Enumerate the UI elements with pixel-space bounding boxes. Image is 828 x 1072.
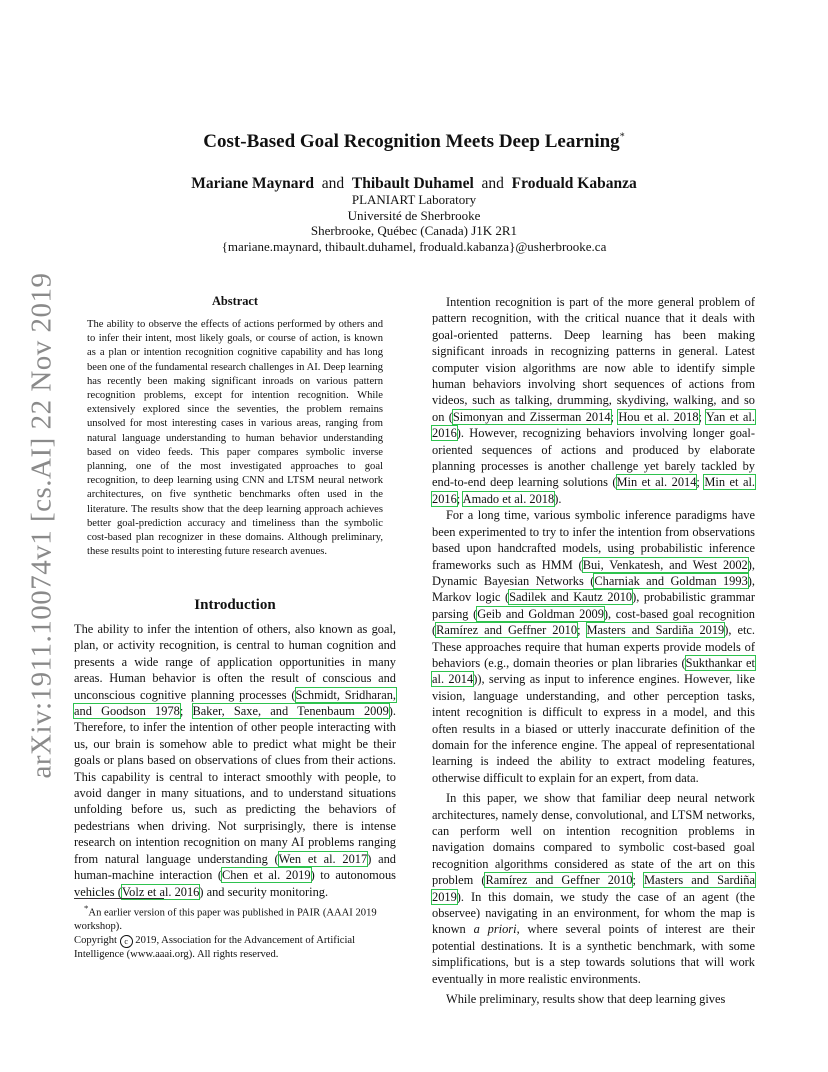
arxiv-sidebar-stamp [22,271,62,779]
title-text: Cost-Based Goal Recognition Meets Deep Learning [203,131,620,152]
intro-text: The ability to infer the intention of others, also known as goal, plan, or activity recognition, is central to human cognition and presents a wide range of application opportunities in many areas. Human behavior is often the result of conscious and unconscious cognitive planning processes ( [74,622,396,702]
citation-separator: ; [456,491,463,506]
emphasis-text: a priori [473,922,517,937]
intro-text: ) and human-machine interaction ( [74,851,396,883]
body-text: For a long time, various symbolic inference paradigms have been experimented to try to infer the intention from observations based upon handcrafted models, using probabilistic inference frameworks such as HMM ( [432,508,755,572]
paper-title [75,131,753,153]
body-text: )), serving as input to inference engines. However, like vision, language understanding, and other perception tasks, intent recognition is difficult to express in a model, and this often results in a biased or utterly inaccurate definition of the domain for the inference engine. The appeal of representational learning is indeed the ability to extract modeling features, otherwise difficult to explain for an expert, from data. [432,672,755,785]
citation-link[interactable]: Bui, Venkatesh, and West 2002 [582,557,748,572]
body-text: Intention recognition is part of the more general problem of pattern recognition, with the critical nuance that it deals with goal-oriented patterns. Deep learning has been making significant inroads in recognizing patterns in general. Latest computer vision algorithms are now able to identify simple human behaviors involving short sequences of actions from videos, such as talking, drumming, skydiving, walking, and so on ( [432,295,755,424]
author-and-2: and [481,175,504,192]
body-text: ), Markov logic ( [432,573,756,605]
affiliation-address: Sherbrooke, Québec (Canada) J1K 2R1 [310,223,518,239]
copyright-symbol: c [120,935,133,948]
affiliation-lab: PLANIART Laboratory [351,192,477,207]
copyright-label: Copyright [74,934,117,946]
body-text: ). However, recognizing behaviors involving longer goal-oriented sequences of actions and produced by elaborate planning processes is another challenge yet barely tackled by end-to-end deep learning solutions ( [432,426,755,490]
citation-link[interactable]: Sukthankar et al. 2014 [432,655,755,687]
right-column [432,294,755,1007]
citation-separator: ; [610,409,619,424]
citation-link[interactable]: Charniak and Goldman 1993 [594,573,748,588]
body-text: ). In this domain, we study the case of an agent (the observee) navigating in an environment, for whom the map is known [432,889,755,937]
citation-link[interactable]: Min et al. 2016 [432,475,755,506]
body-text: ), probabilistic grammar parsing ( [432,590,756,621]
affiliation-emails: {mariane.maynard, thibault.duhamel, froduald.kabanza}@usherbrooke.ca [221,238,607,254]
body-text: In this paper, we show that familiar deep neural network architectures, namely dense, convolutional, and LTSM networks, can perform well on intention recognition problems in navigation domains compared to symbolic cost-based goal recognition algorithms considered as state of the art on this problem ( [432,791,755,888]
citation-link[interactable]: Wen et al. 2017 [278,851,368,866]
citation-link[interactable]: Baker, Saxe, and Tenenbaum 2009 [192,704,389,719]
abstract-heading: Abstract [211,294,259,308]
citation-link[interactable]: Ramírez and Geffner 2010 [485,873,633,888]
copyright-text: 2019, Association for the Advancement of Artificial Intelligence (www.aaai.org). All rights reserved. [74,934,356,960]
intro-text: ) to autonomous vehicles ( [74,868,396,899]
citation-link[interactable]: Hou et al. 2018 [618,409,699,424]
citation-separator: ; [632,873,644,888]
paragraph: While preliminary, results show that deep learning gives [446,992,726,1007]
paragraph [432,294,755,507]
citation-separator: ; [696,475,705,490]
citation-link[interactable]: Sadilek and Kautz 2010 [509,590,633,605]
copyright-notice [74,934,396,962]
introduction-heading: Introduction [194,597,276,613]
introduction-paragraph [74,621,396,900]
body-text: ). [554,491,562,506]
citation-link[interactable]: Min et al. 2014 [616,475,697,490]
author-line [75,175,753,193]
author-1: Mariane Maynard [191,175,314,192]
affiliation-block [75,192,753,254]
paragraph [432,790,755,987]
citation-separator: ; [577,623,587,638]
intro-text: ) and security monitoring. [199,884,329,899]
footnote-body: An earlier version of this paper was published in PAIR (AAAI 2019 workshop). [74,907,377,933]
citation-link[interactable]: Masters and Sardiña 2019 [586,623,725,638]
citation-link[interactable]: Chen et al. 2019 [222,868,311,883]
citation-separator: ; [179,704,193,719]
affiliation-university: Université de Sherbrooke [347,207,481,223]
citation-link[interactable]: Schmidt, Sridharan, and Goodson 1978 [74,687,396,719]
citation-separator: ; [698,409,706,424]
intro-text: ). Therefore, to infer the intention of other people interacting with us, our brain is somehow able to predict what might be their goals or plans based on observations of clues from their actions. This capability is central to interact smoothly with people, to avoid danger in many situations, and to understand situations unfolding before us, such as predicting the behaviors of pedestrians when driving. Not surprisingly, there is intense research on intention recognition on many AI problems ranging from natural language understanding ( [74,704,396,866]
footnote-text [74,902,396,934]
author-2: Thibault Duhamel [351,175,474,192]
body-text: , where several points of interest are their potential destinations. It is a synthetic benchmark, with some simplifications, but is a step towards solutions that will work eventually in more realistic environments. [432,922,755,986]
author-and-1: and [321,175,345,192]
footnote-rule [74,898,164,899]
footnote-mark: * [84,903,89,913]
citation-link[interactable]: Simonyan and Zisserman 2014 [452,409,611,424]
citation-link[interactable]: Geib and Goldman 2009 [477,606,604,621]
body-text: ), cost-based goal recognition ( [432,606,756,638]
body-text: ), etc. These approaches require that human experts provide models of behaviors (e.g., domain theories or plan libraries ( [432,623,755,670]
citation-link[interactable]: Ramírez and Geffner 2010 [436,623,578,638]
citation-link[interactable]: Volz et al. 2016 [121,884,200,899]
abstract-text: The ability to observe the effects of actions performed by others and to infer their intent, most likely goals, or course of action, is known as a plan or intention recognition cognitive capability and has long been one of the fundamental research challenges in AI. Deep learning has recently been making significant inroads on various pattern recognition problems, except for intention recognition. While extensively explored since the seventies, the problem remains unsolved for most interesting cases in various areas, ranging from natural language understanding to human behavior understanding based on video feeds. This paper compares symbolic inverse planning, one of the most investigated approaches to goal recognition, to deep learning using CNN and LTSM neural network architectures, on five synthetic benchmarks often used in the literature. The results show that the deep learning approach achieves better goal-prediction accuracy and timeliness than the symbolic cost-based plan recognizer in these domains. Although preliminary, these results point to interesting future research avenues. [87,319,383,558]
paragraph [432,507,755,786]
citation-link[interactable]: Yan et al. 2016 [432,409,755,441]
citation-link[interactable]: Masters and Sardiña 2019 [432,873,755,904]
author-3: Froduald Kabanza [511,175,637,192]
title-footnote-mark: * [619,131,625,143]
citation-link[interactable]: Amado et al. 2018 [462,491,555,506]
footnote-block [74,902,396,961]
arxiv-id: arXiv:1911.10074v1 [cs.AI] 22 Nov 2019 [25,271,58,779]
body-text: ), Dynamic Bayesian Networks ( [432,557,755,588]
